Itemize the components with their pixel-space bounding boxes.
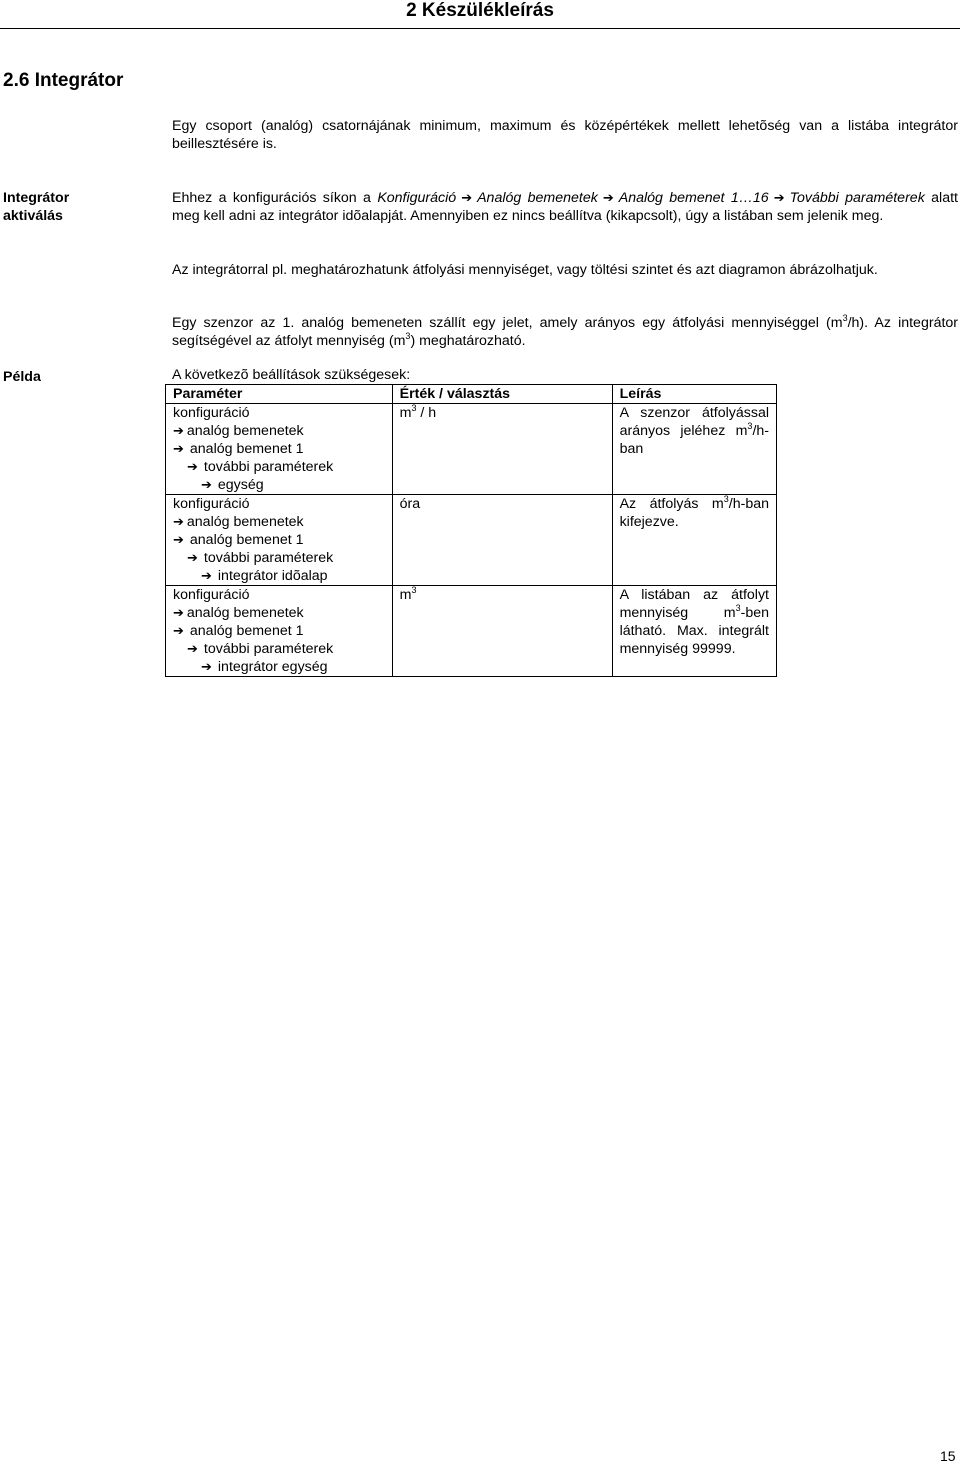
table-header-row [166,385,777,404]
path-line [173,513,385,531]
path-analog-bemenetek: Analóg bemenetek [477,190,598,206]
right-arrow-icon: ➔ [173,605,184,620]
description-cell [612,495,776,586]
path-line-text: további paraméterek [203,459,334,475]
integrator-usage-paragraph: Az integrátorral pl. meghatározhatunk átfolyási mennyiséget, vagy töltési szintet és azt diagramon ábrázolhatjuk. [172,262,878,278]
example-text-tail: ) meghatározható. [410,333,526,349]
path-line: konfiguráció [173,496,250,512]
activation-side-heading [3,189,143,225]
path-line: konfiguráció [173,405,250,421]
right-arrow-icon: ➔ [201,477,212,492]
table-header-value: Érték / választás [392,385,612,404]
example-text-end: /h). Az integrátor segítségével az átfolyt mennyiség (m [172,315,959,349]
path-line-text: analóg bemenetek [186,605,304,621]
page-number: 15 [940,1448,956,1464]
path-line-text: további paraméterek [203,641,334,657]
value-unit: / h [416,405,437,421]
value-cell [392,495,612,586]
path-line-text: analóg bemenetek [186,423,304,439]
value-cell [392,586,612,677]
table-header-parameter: Paraméter [166,385,393,404]
path-konfiguracio: Konfiguráció [377,190,457,206]
table-header-description: Leírás [612,385,776,404]
activation-text-start: Ehhez a konfigurációs síkon a [172,190,378,206]
right-arrow-icon: ➔ [173,423,184,438]
path-line-text: integrátor egység [217,659,328,675]
example-superscript-2: 3 [405,331,411,341]
right-arrow-icon: ➔ [461,190,473,205]
value-text: m [399,405,412,421]
path-line [173,458,385,476]
page-header-title: 2 Készülékleírás [406,0,554,21]
right-arrow-icon: ➔ [173,514,184,529]
parameter-path-cell [166,495,393,586]
path-line [173,622,385,640]
path-tovabbi-parameterek: További paraméterek [789,190,925,206]
table-row [166,404,777,495]
description-text-end: /h-ban kifejezve. [619,496,769,530]
right-arrow-icon: ➔ [173,441,184,456]
table-row [166,495,777,586]
path-line-text: analóg bemenet 1 [189,441,304,457]
description-superscript: 3 [747,421,753,431]
path-line [173,531,385,549]
description-superscript: 3 [723,494,729,504]
description-text: Az átfolyás m [619,496,724,512]
description-text-end: /h-ban [619,423,769,457]
activation-paragraph [172,189,958,225]
value-cell [392,404,612,495]
path-line-text: analóg bemenet 1 [189,623,304,639]
description-text: A szenzor átfolyással arányos jeléhez m [619,405,769,439]
parameter-path-cell [166,404,393,495]
settings-table [165,384,777,677]
value-superscript: 3 [411,585,417,595]
path-line-text: analóg bemenetek [186,514,304,530]
activation-side-label-1: Integrátor [3,190,70,206]
path-line: konfiguráció [173,587,250,603]
right-arrow-icon: ➔ [173,623,184,638]
value-superscript: 3 [411,403,417,413]
section-title: 2.6 Integrátor [3,70,124,91]
path-line [173,476,385,494]
description-superscript: 3 [735,603,741,613]
description-cell [612,404,776,495]
settings-intro: A következõ beállítások szükségesek: [172,367,411,383]
path-line [173,567,385,585]
description-text-end: -ben látható. Max. integrált mennyiség 99999. [619,605,769,657]
path-line [173,640,385,658]
path-line [173,440,385,458]
path-line [173,422,385,440]
right-arrow-icon: ➔ [173,532,184,547]
path-analog-bemenet: Analóg bemenet 1…16 [618,190,769,206]
path-line-text: egység [217,477,264,493]
path-line [173,549,385,567]
path-line [173,658,385,676]
example-text-start: Egy szenzor az 1. analóg bemeneten szállít egy jelet, amely arányos egy átfolyási mennyiséggel (m [172,315,843,331]
value-text: óra [399,496,421,512]
intro-paragraph: Egy csoport (analóg) csatornájának minimum, maximum és középértékek mellett lehetõség van a listába integrátor beillesztésére is. [172,118,958,152]
parameter-path-cell [166,586,393,677]
right-arrow-icon: ➔ [187,550,198,565]
description-text: A listában az átfolyt mennyiség m [619,587,769,621]
example-paragraph [172,314,958,350]
path-line-text: analóg bemenet 1 [189,532,304,548]
right-arrow-icon: ➔ [201,659,212,674]
right-arrow-icon: ➔ [773,190,785,205]
right-arrow-icon: ➔ [187,641,198,656]
right-arrow-icon: ➔ [201,568,212,583]
example-side-heading: Példa [3,369,41,385]
right-arrow-icon: ➔ [602,190,614,205]
value-text: m [399,587,412,603]
description-cell [612,586,776,677]
table-row [166,586,777,677]
right-arrow-icon: ➔ [187,459,198,474]
path-line-text: további paraméterek [203,550,334,566]
path-line [173,604,385,622]
activation-side-label-2: aktiválás [3,208,63,224]
activation-text-end: alatt meg kell adni az integrátor idõalapját. Amennyiben ez nincs beállítva (kikapcsolt), úgy a listában sem jelenik meg. [172,190,958,224]
header-divider [0,28,960,29]
example-superscript: 3 [842,313,848,323]
path-line-text: integrátor idõalap [217,568,328,584]
